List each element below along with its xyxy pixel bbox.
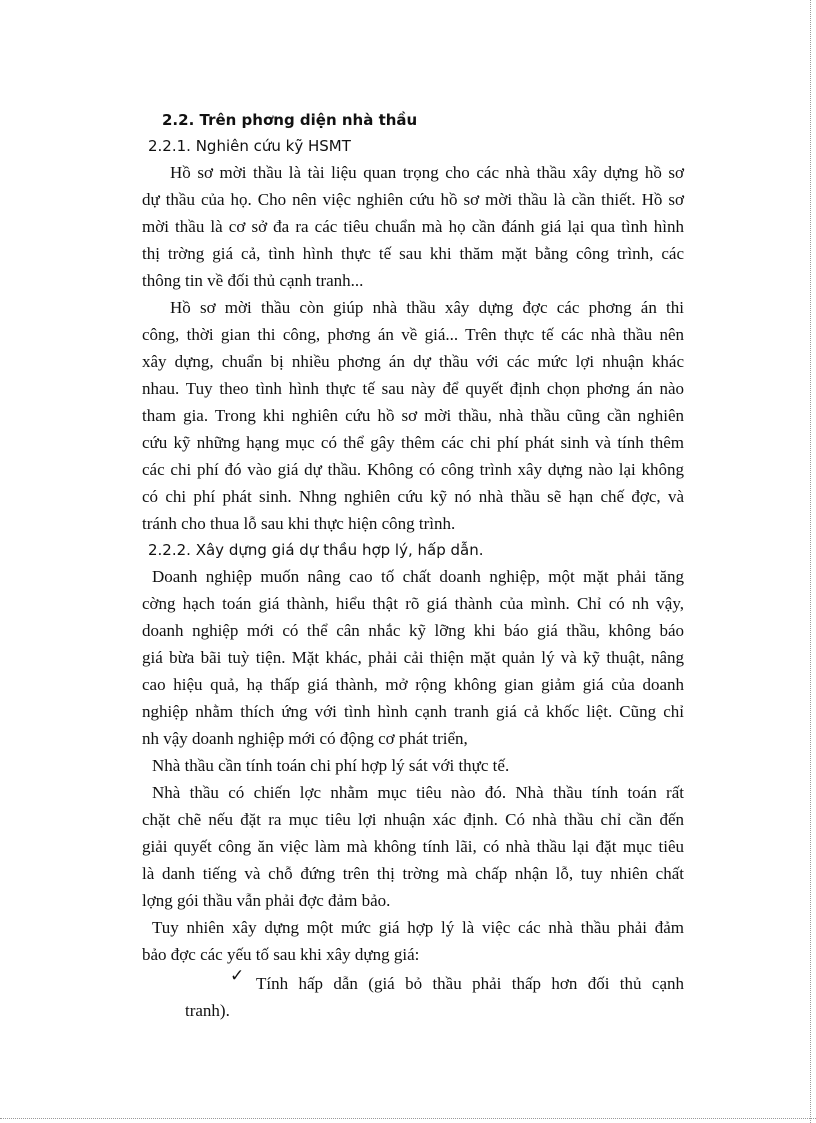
paragraph-2-line: Hồ sơ mời thầu còn giúp nhà thầu xây dựng đợc các phơng án thi (170, 298, 684, 317)
paragraph-3-line: giá bừa bãi tuỳ tiện. Mặt khác, phải cải thiện mặt quản lý và kỹ thuật, nâng (142, 648, 684, 667)
paragraph-2-line: có chi phí phát sinh. Nhng nghiên cứu kỹ nó nhà thầu sẽ hạn chế đợc, và (142, 487, 684, 506)
paragraph-6-line: bảo đợc các yếu tố sau khi xây dựng giá: (142, 945, 420, 964)
section-heading: 2.2. Trên phơng diện nhà thầu (162, 111, 418, 129)
paragraph-1-line: thị trờng giá cả, tình hình thực tế sau khi thăm mặt bằng công trình, các (142, 244, 684, 263)
paragraph-1-line: mời thầu là cơ sở đa ra các tiêu chuẩn mà họ cần đánh giá lại qua tình hình (142, 217, 684, 236)
paragraph-2-line: nhau. Tuy theo tình hình thực tế sau này để quyết định chọn phơng án nào (142, 379, 684, 398)
bullet-item-line: Tính hấp dẫn (giá bỏ thầu phải thấp hơn đối thủ cạnh (256, 974, 684, 993)
paragraph-2-line: tham gia. Trong khi nghiên cứu hồ sơ mời thầu, nhà thầu cũng cần nghiên (142, 406, 684, 425)
paragraph-2-line: xây dựng, chuẩn bị nhiều phơng án dự thầu với các mức lợi nhuận khác (142, 352, 684, 371)
paragraph-2-line: các chi phí đó vào giá dự thầu. Không có công trình xây dựng nào lại không (142, 460, 684, 479)
paragraph-2-line: cứu kỹ những hạng mục có thể gây thêm các chi phí phát sinh và tính thêm (142, 433, 684, 452)
paragraph-2-line: công, thời gian thi công, phơng án về giá... Trên thực tế các nhà thầu nên (142, 325, 684, 344)
paragraph-2-line: tránh cho thua lỗ sau khi thực hiện công trình. (142, 514, 456, 533)
bullet-item-line: tranh). (185, 1001, 230, 1020)
paragraph-5-line: Nhà thầu có chiến lợc nhằm mục tiêu nào đó. Nhà thầu tính toán rất (152, 783, 684, 802)
paragraph-5-line: lợng gói thầu vẫn phải đợc đảm bảo. (142, 891, 391, 910)
paragraph-1-line: Hồ sơ mời thầu là tài liệu quan trọng cho các nhà thầu xây dựng hồ sơ (170, 163, 684, 182)
paragraph-5-line: giải quyết công ăn việc làm mà không tính lãi, có nhà thầu lại đặt mục tiêu (142, 837, 684, 856)
page-border-bottom (0, 1118, 816, 1120)
paragraph-5-line: là danh tiếng và chỗ đứng trên thị trờng mà chấp nhận lỗ, tuy nhiên chất (142, 864, 684, 883)
paragraph-3-line: cờng hạch toán giá thành, hiểu thật rõ giá thành của mình. Chỉ có nh vậy, (142, 594, 684, 613)
paragraph-3-line: doanh nghiệp mới có thể cân nhắc kỹ lỡng khi báo giá thầu, không báo (142, 621, 684, 640)
paragraph-4: Nhà thầu cần tính toán chi phí hợp lý sát với thực tế. (152, 756, 510, 775)
page-border-right (810, 0, 812, 1123)
paragraph-1-line: dự thầu của họ. Cho nên việc nghiên cứu hồ sơ mời thầu là cần thiết. Hồ sơ (142, 190, 684, 209)
paragraph-6-line: Tuy nhiên xây dựng một mức giá hợp lý là việc các nhà thầu phải đảm (152, 918, 684, 937)
subsection-heading-1: 2.2.1. Nghiên cứu kỹ HSMT (148, 137, 351, 155)
subsection-heading-2: 2.2.2. Xây dựng giá dự thầu hợp lý, hấp dẫn. (148, 541, 484, 559)
paragraph-3-line: nghiệp nhằm thích ứng với tình hình cạnh tranh giá cả khốc liệt. Cũng chỉ (142, 702, 684, 721)
paragraph-3-line: Doanh nghiệp muốn nâng cao tố chất doanh nghiệp, một mặt phải tăng (152, 567, 684, 586)
checkmark-icon: ✓ (230, 966, 245, 986)
paragraph-3-line: cao hiệu quả, hạ thấp giá thành, mở rộng không gian giảm giá của doanh (142, 675, 684, 694)
paragraph-5-line: chặt chẽ nếu đặt ra mục tiêu lợi nhuận xác định. Có nhà thầu chỉ cần đến (142, 810, 684, 829)
paragraph-3-line: nh vậy doanh nghiệp mới có động cơ phát triển, (142, 729, 468, 748)
paragraph-1-line: thông tin về đối thủ cạnh tranh... (142, 271, 364, 290)
